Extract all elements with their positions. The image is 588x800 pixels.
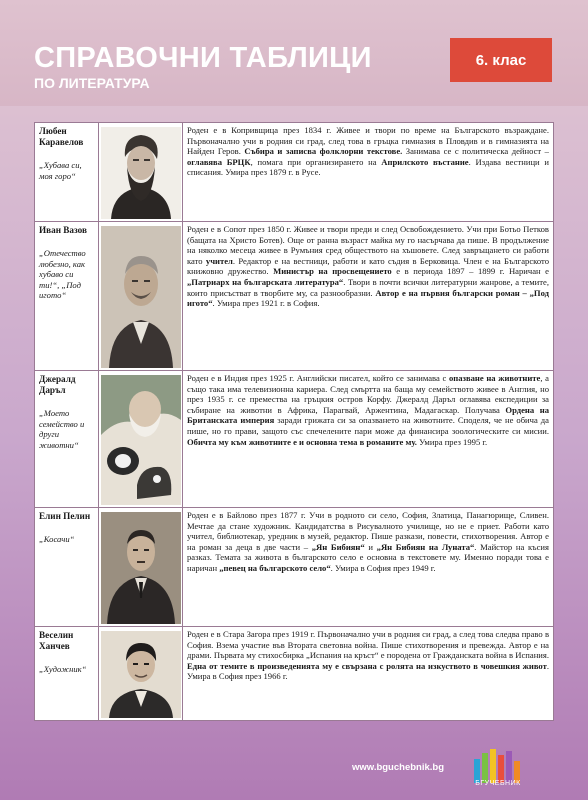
table-row (35, 123, 554, 222)
bio-segment: Роден е в Копривщица през 1834 г. Живее и твори по време на Българското възраждане. Първоначално учи в родния си град, след това в гръцка гимназия в Пловдив и в гимназията на Найден Геров. (187, 125, 549, 157)
author-biography (183, 222, 554, 371)
bio-highlight: Априлското въстание (381, 156, 469, 167)
bio-segment: Роден е в Индия през 1925 г. Английски писател, който се занимава с (187, 373, 449, 383)
author-biography (183, 123, 554, 222)
bio-highlight: Една от темите в произведенията му е свързана с ролята на изкуството в човешкия живот (187, 660, 547, 671)
bio-segment: . Редактор е на вестници, работи и като съдия в Берковица. Член е на Българското книжовно дружество. (187, 255, 549, 277)
bio-highlight: „Ян Бибиян на Луната“ (376, 541, 475, 552)
author-works: „Отечество любезно, как хубаво си ти!“, „Под игото“ (39, 248, 86, 301)
author-photo-cell (99, 222, 183, 371)
publisher-logo-text: БГУЧЕБНИК (475, 780, 521, 787)
author-name: Джералд Даръл (39, 374, 76, 395)
author-biography (183, 627, 554, 721)
page-title: СПРАВОЧНИ ТАБЛИЦИ (34, 42, 372, 74)
author-works: „Моето семейство и други животни“ (39, 408, 85, 450)
bio-segment: . Умира в София през 1949 г. (330, 562, 436, 573)
bio-highlight: Обичта му към животните е и основна тема в романите му. (187, 436, 417, 447)
bio-segment: е в периода 1897 – 1899 г. Наричан е (391, 266, 549, 277)
author-biography (183, 371, 554, 508)
table-row (35, 371, 554, 508)
author-biography (183, 508, 554, 627)
author-cell (35, 123, 99, 222)
author-name: Елин Пелин (39, 511, 91, 521)
bio-highlight: Министър на просвещението (273, 266, 392, 277)
bio-segment: . Умира през 1921 г. в София. (212, 298, 320, 309)
author-name: Веселин Ханчев (39, 630, 74, 651)
bio-segment: . Майстор на късия разказ. Темата за живота в българското село е основна в текстовете му. Именно поради това е наричан (187, 541, 549, 573)
bio-segment: , помага при организирането на (250, 156, 382, 167)
author-portrait-image (101, 226, 181, 368)
bio-segment: Роден е в Сопот през 1850 г. Живее и твори преди и след Освобождението. Учи при Ботьо Петков (бащата на Христо Ботев). Още от ранна възраст майка му го насърчава да пише. В продължение на няколко месеца живее в Румъния сред обществото на хъшовете. След завръщането си работи като (187, 224, 549, 266)
bio-segment: , а също така има телевизионна кариера. След смъртта на баща му семейството живее в Англия, но през 1935 г. се премества на гръцкия остров Корфу. Джералд Даръл оглавява експедиции за събиране на животни в Африка, Парагвай, Аржентина, Мадагаскар. Получава (187, 373, 549, 415)
author-photo-cell (99, 627, 183, 721)
bio-highlight: Ордена на Британската империя (187, 404, 549, 426)
author-works: „Косачи“ (39, 534, 75, 544)
author-works: „Художник“ (39, 664, 87, 674)
author-name: Иван Вазов (39, 225, 87, 235)
page-header (0, 0, 588, 106)
bio-segment: . Умира в София през 1966 г. (187, 660, 549, 682)
bio-text (187, 224, 549, 308)
bio-highlight: опазване на животните (448, 373, 541, 383)
bio-segment: Роден е в Стара Загора през 1919 г. Първоначално учи в родния си град, а след това следва право в София. Взема участие във Втората световна война. Пише стихотворения и превежда. Автор е на драми. Първата му стихосбирка „Испания на кръст“ е породена от Гражданската война в Испания. (187, 629, 549, 661)
bio-highlight: „Ян Бибиян“ (311, 541, 365, 552)
bio-highlight: оглавява БРЦК (187, 156, 251, 167)
bio-highlight: Събира и записва фолклорни текстове. (244, 146, 403, 157)
author-portrait-image (101, 375, 181, 505)
author-cell (35, 222, 99, 371)
bio-highlight: учител (205, 255, 233, 266)
bio-text (187, 510, 549, 573)
bio-segment: заради грижата си за опазването на животните. Споделя, че не обича да пише, но го прави, защото със спечелените пари може да финансира зоологическите си мисии. (187, 415, 549, 436)
publisher-url[interactable]: www.bguchebnik.bg (352, 762, 445, 773)
author-cell (35, 371, 99, 508)
bio-segment: Умира през 1995 г. (416, 436, 488, 447)
bio-text (187, 125, 549, 177)
author-photo-cell (99, 123, 183, 222)
page-subtitle: ПО ЛИТЕРАТУРА (34, 75, 150, 91)
author-portrait-image (101, 512, 181, 624)
author-cell (35, 508, 99, 627)
table-row (35, 222, 554, 371)
table-row (35, 627, 554, 721)
bio-segment: и (364, 541, 377, 552)
author-portrait-image (101, 631, 181, 718)
bio-text (187, 629, 549, 681)
author-photo-cell (99, 508, 183, 627)
bio-highlight: Автор е на първия български роман – „Под игото“ (187, 287, 549, 309)
bio-segment: Занимава се с политическа дейност – (402, 146, 549, 157)
author-works: „Хубава си, моя горо“ (39, 160, 82, 181)
author-photo-cell (99, 371, 183, 508)
bio-highlight: „Патриарх на българската литература“ (187, 276, 344, 287)
author-cell (35, 627, 99, 721)
bio-segment: . Издава вестници и списания. Умира през 1879 г. в Русе. (187, 156, 549, 178)
grade-badge: 6. клас (450, 38, 552, 82)
bio-segment: . Твори в почти всички литературни жанрове, а темите, които присъстват в творбите му, са разнообразни. (187, 276, 549, 298)
bio-text (187, 373, 549, 447)
bio-highlight: „певец на българското село“ (219, 562, 331, 573)
table-row (35, 508, 554, 627)
author-portrait-image (101, 127, 181, 219)
authors-table (34, 122, 554, 721)
author-name: Любен Каравелов (39, 126, 84, 147)
bio-segment: Роден е в Байлово през 1877 г. Учи в родното си село, София, Златица, Панагюрище, Сливен. Мечтае да стане художник. Кандидатства в Рисувалното училище, но не е приет. Работи като учител, библиотекар, уредник в музей, редактор. Пише разкази, повести, стихотворения. Автор е на роман за деца в две части – (187, 510, 549, 552)
